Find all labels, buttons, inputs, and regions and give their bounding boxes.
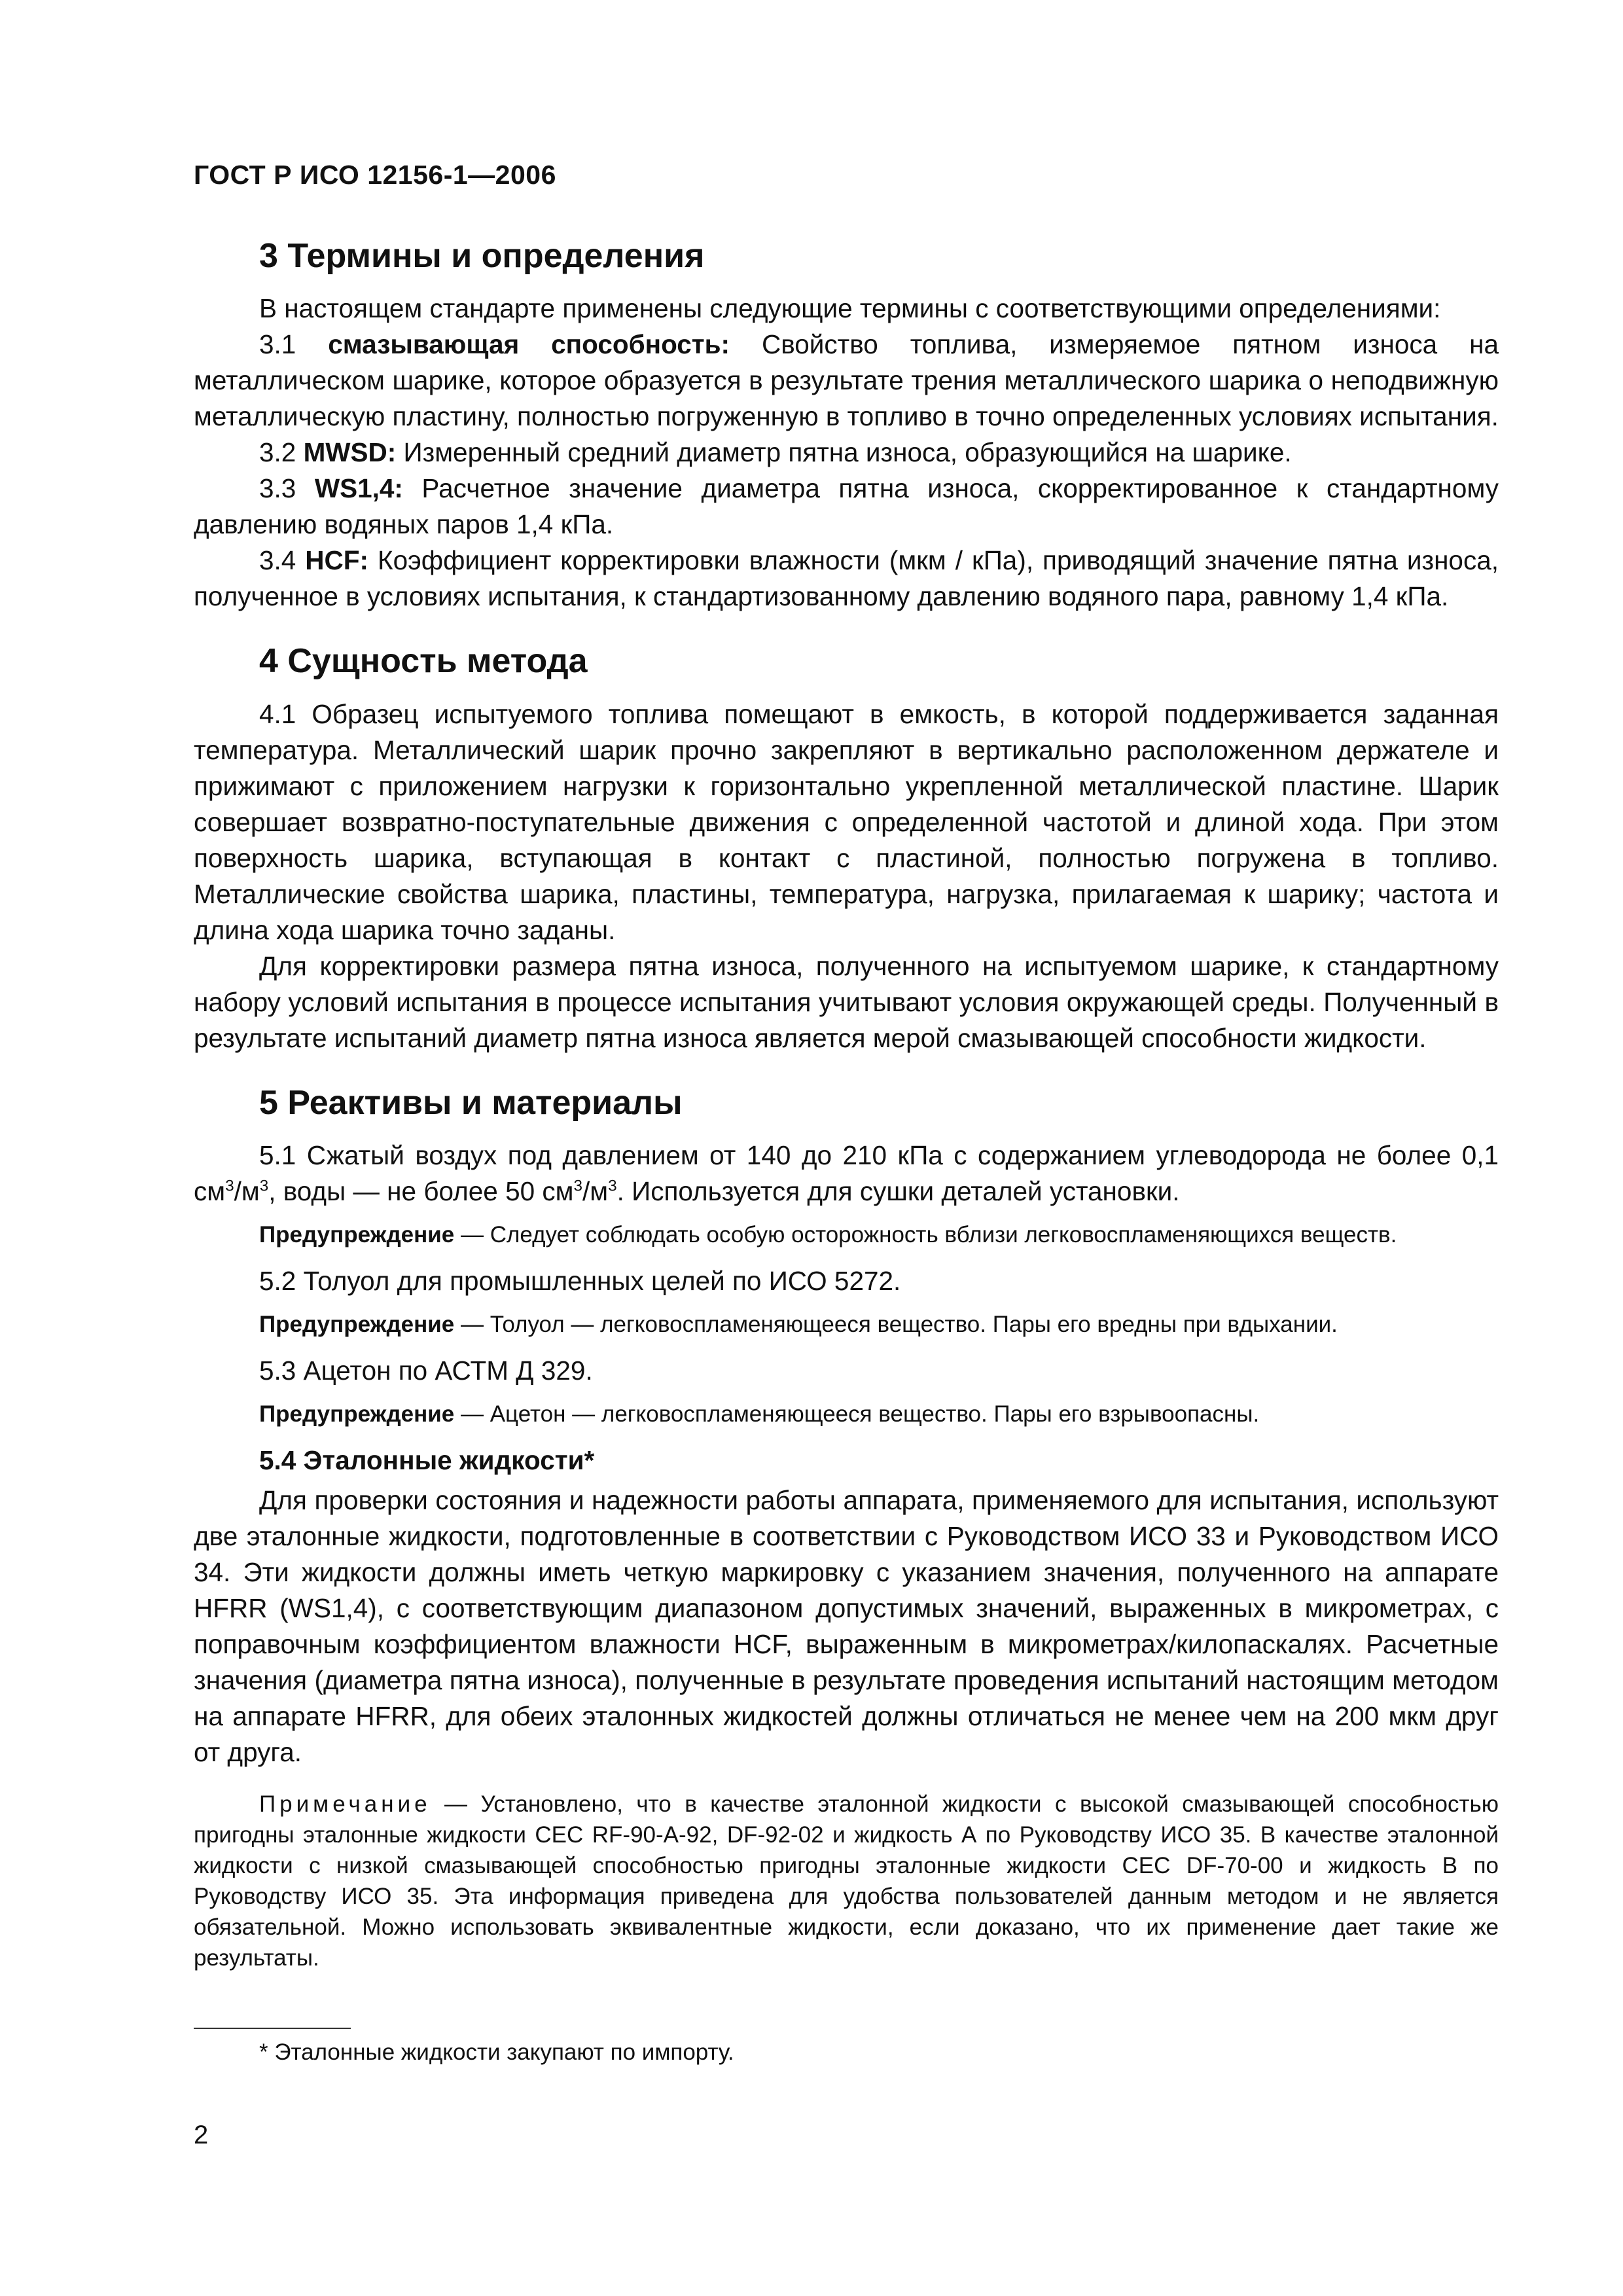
item-5-1: 5.1 Сжатый воздух под давлением от 140 до 210 кПа с содержанием углеводорода не более 0,1 $см^3/м^3$, воды — не более 50 $см^3/м^3$. Используется для сушки деталей установки. — [194, 1140, 1499, 1207]
term-3-1: 3.1 смазывающая способность: Свойство топлива, измеряемое пятном износа на металлическом шарике, которое образуется в результате трения металлического шарика о неподвижную металлическую пластину, полностью погруженную в топливо в точно определенных условиях испытания. — [194, 329, 1499, 432]
section-4-paragraph-1: 4.1 Образец испытуемого топлива помещают в емкость, в которой поддерживается заданная температура. Металлический шарик прочно закрепляют в вертикально расположенном держателе и прижимают с приложением нагрузки к горизонтально укрепленной металлической пластине. Шарик совершает возвратно-поступательные движения с определенной частотой и длиной хода. При этом поверхность шарика, вступающая в контакт с пластиной, полностью погружена в топливо. Металлические свойства шарика, пластины, температура, нагрузка, прилагаемая к шарику; частота и длина хода шарика точно заданы. — [194, 698, 1499, 945]
term-3-4: 3.4 HCF: Коэффициент корректировки влажности (мкм / кПа), приводящий значение пятна износа, полученное в условиях испытания, к стандартизованному давлению водяного пара, равному 1,4 кПа. — [194, 545, 1499, 612]
section-3-intro: В настоящем стандарте применены следующие термины с соответствующими определениями: — [259, 293, 1441, 324]
subsection-5-4-paragraph: Для проверки состояния и надежности работы аппарата, применяемого для испытания, используют две эталонные жидкости, подготовленные в соответствии с Руководством ИСО 33 и Руководством ИСО 34. Эти жидкости должны иметь четкую маркировку с указанием значения, полученного на аппарате HFRR (WS1,4), с соответствующим диапазоном допустимых значений, выраженных в микрометрах, с поправочным коэффициентом влажности HCF, выраженным в микрометрах/килопаскалях. Расчетные значения (диаметра пятна износа), полученные в результате проведения испытаний настоящим методом на аппарате HFRR, для обеих эталонных жидкостей должны отличаться не менее чем на 200 мкм друг от друга. — [194, 1485, 1499, 1768]
section-4-title: 4 Сущность метода — [259, 642, 588, 681]
footnote-divider — [194, 2028, 351, 2029]
section-5-title: 5 Реактивы и материалы — [259, 1083, 683, 1122]
document-body — [194, 236, 1499, 1973]
warning-3: Предупреждение — Ацетон — легковоспламеняющееся вещество. Пары его взрывоопасны. — [259, 1401, 1260, 1427]
warning-1: Предупреждение — Следует соблюдать особую осторожность вблизи легковоспламеняющихся веществ. — [259, 1222, 1397, 1248]
item-5-2: 5.2 Толуол для промышленных целей по ИСО 5272. — [259, 1266, 901, 1297]
subsection-5-4-title: 5.4 Эталонные жидкости* — [259, 1445, 595, 1476]
item-5-3: 5.3 Ацетон по АСТМ Д 329. — [259, 1355, 593, 1386]
document-header: ГОСТ Р ИСО 12156-1—2006 — [194, 160, 556, 190]
term-3-2: 3.2 MWSD: Измеренный средний диаметр пятна износа, образующийся на шарике. — [259, 437, 1292, 468]
page-number: 2 — [194, 2121, 209, 2149]
note: Примечание — Установлено, что в качестве эталонной жидкости с высокой смазывающей способностью пригодны эталонные жидкости CEC RF-90-A-92, DF-92-02 и жидкость А по Руководству ИСО 35. В качестве эталонной жидкости с низкой смазывающей способностью пригодны эталонные жидкости CEC DF-70-00 и жидкость В по Руководству ИСО 35. Эта информация приведена для удобства пользователей данным методом и не является обязательной. Можно использовать эквивалентные жидкости, если доказано, что их применение дает такие же результаты. — [194, 1791, 1499, 1971]
section-3-title: 3 Термины и определения — [259, 237, 705, 275]
section-4-paragraph-2: Для корректировки размера пятна износа, полученного на испытуемом шарике, к стандартному набору условий испытания в процессе испытания учитывают условия окружающей среды. Полученный в результате испытаний диаметр пятна износа является мерой смазывающей способности жидкости. — [194, 950, 1499, 1053]
warning-2: Предупреждение — Толуол — легковоспламеняющееся вещество. Пары его вредны при вдыхании. — [259, 1312, 1338, 1338]
term-3-3: 3.3 WS1,4: Расчетное значение диаметра пятна износа, скорректированное к стандартному давлению водяных паров 1,4 кПа. — [194, 473, 1499, 540]
footnote: * Эталонные жидкости закупают по импорту. — [259, 2039, 734, 2065]
